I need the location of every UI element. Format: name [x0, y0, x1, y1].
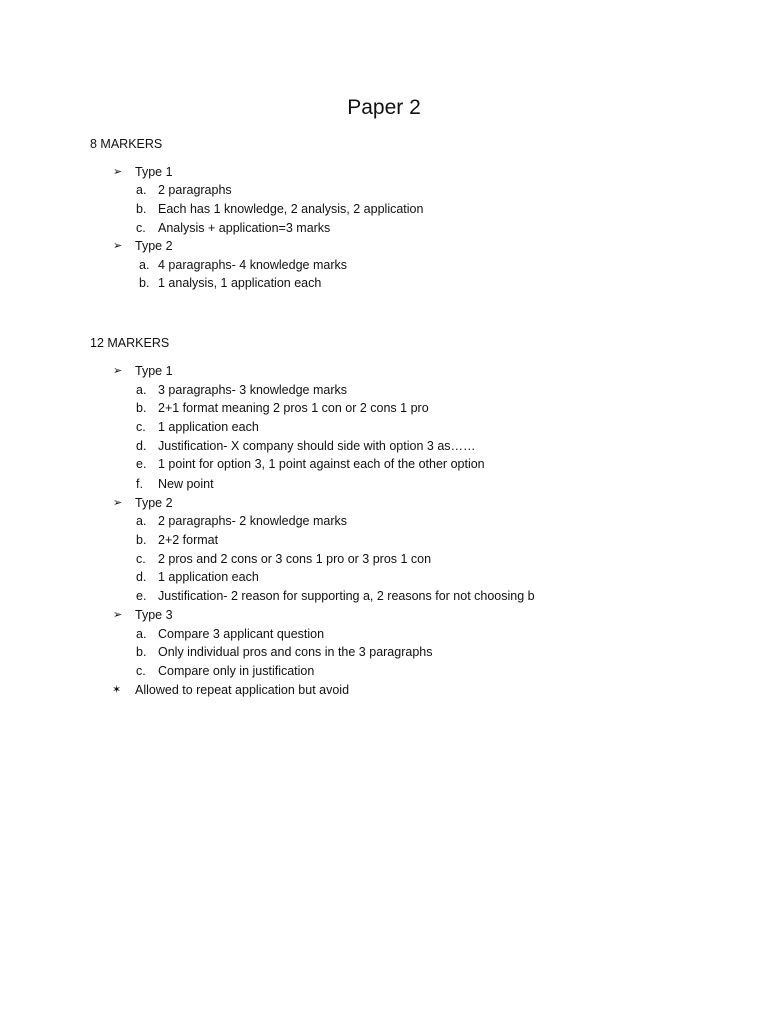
list-item-text: Compare 3 applicant question — [158, 627, 325, 641]
arrow-bullet-icon: ➢ — [113, 166, 123, 178]
list-marker: e. — [136, 457, 147, 471]
list-marker: c. — [136, 552, 146, 566]
list-marker: a. — [136, 183, 147, 197]
bullet-label: Type 1 — [135, 165, 173, 179]
bullet-label: Type 1 — [135, 364, 173, 378]
list-marker: a. — [136, 383, 147, 397]
list-item-text: 2 paragraphs — [158, 183, 232, 197]
list-marker: e. — [136, 589, 147, 603]
list-item-text: 2+1 format meaning 2 pros 1 con or 2 cons 1 pro — [158, 401, 429, 415]
list-marker: b. — [139, 276, 150, 290]
list-item-text: 1 point for option 3, 1 point against each of the other option — [158, 457, 485, 471]
arrow-bullet-icon: ➢ — [113, 609, 123, 621]
list-marker: d. — [136, 570, 147, 584]
star-bullet-icon: ✶ — [112, 684, 122, 696]
list-item-text: Analysis + application=3 marks — [158, 221, 331, 235]
bullet-label: Allowed to repeat application but avoid — [135, 683, 350, 697]
bullet-label: Type 2 — [135, 239, 173, 253]
list-marker: a. — [139, 258, 150, 272]
list-marker: b. — [136, 645, 147, 659]
list-item-text: 1 analysis, 1 application each — [158, 276, 322, 290]
list-item-text: New point — [158, 477, 214, 491]
list-item-text: Each has 1 knowledge, 2 analysis, 2 application — [158, 202, 424, 216]
section-heading-8-markers: 8 MARKERS — [90, 137, 163, 151]
list-marker: b. — [136, 401, 147, 415]
list-item-text: 4 paragraphs- 4 knowledge marks — [158, 258, 347, 272]
list-marker: c. — [136, 664, 146, 678]
bullet-label: Type 3 — [135, 608, 173, 622]
list-item-text: 2+2 format — [158, 533, 219, 547]
arrow-bullet-icon: ➢ — [113, 240, 123, 252]
arrow-bullet-icon: ➢ — [113, 497, 123, 509]
list-item-text: 3 paragraphs- 3 knowledge marks — [158, 383, 347, 397]
list-marker: c. — [136, 221, 146, 235]
section-heading-12-markers: 12 MARKERS — [90, 336, 170, 350]
list-marker: a. — [136, 627, 147, 641]
list-item-text: 1 application each — [158, 570, 259, 584]
bullet-label: Type 2 — [135, 496, 173, 510]
list-marker: c. — [136, 420, 146, 434]
list-marker: d. — [136, 439, 147, 453]
list-item-text: Compare only in justification — [158, 664, 315, 678]
page-title: Paper 2 — [347, 96, 421, 119]
list-marker: a. — [136, 514, 147, 528]
list-marker: b. — [136, 202, 147, 216]
arrow-bullet-icon: ➢ — [113, 365, 123, 377]
list-marker: f. — [136, 477, 143, 491]
list-item-text: 2 pros and 2 cons or 3 cons 1 pro or 3 pros 1 con — [158, 552, 432, 566]
list-item-text: Justification- X company should side with option 3 as…… — [158, 439, 476, 453]
list-item-text: Only individual pros and cons in the 3 paragraphs — [158, 645, 433, 659]
list-item-text: 2 paragraphs- 2 knowledge marks — [158, 514, 347, 528]
list-item-text: Justification- 2 reason for supporting a, 2 reasons for not choosing b — [158, 589, 535, 603]
list-item-text: 1 application each — [158, 420, 259, 434]
list-marker: b. — [136, 533, 147, 547]
